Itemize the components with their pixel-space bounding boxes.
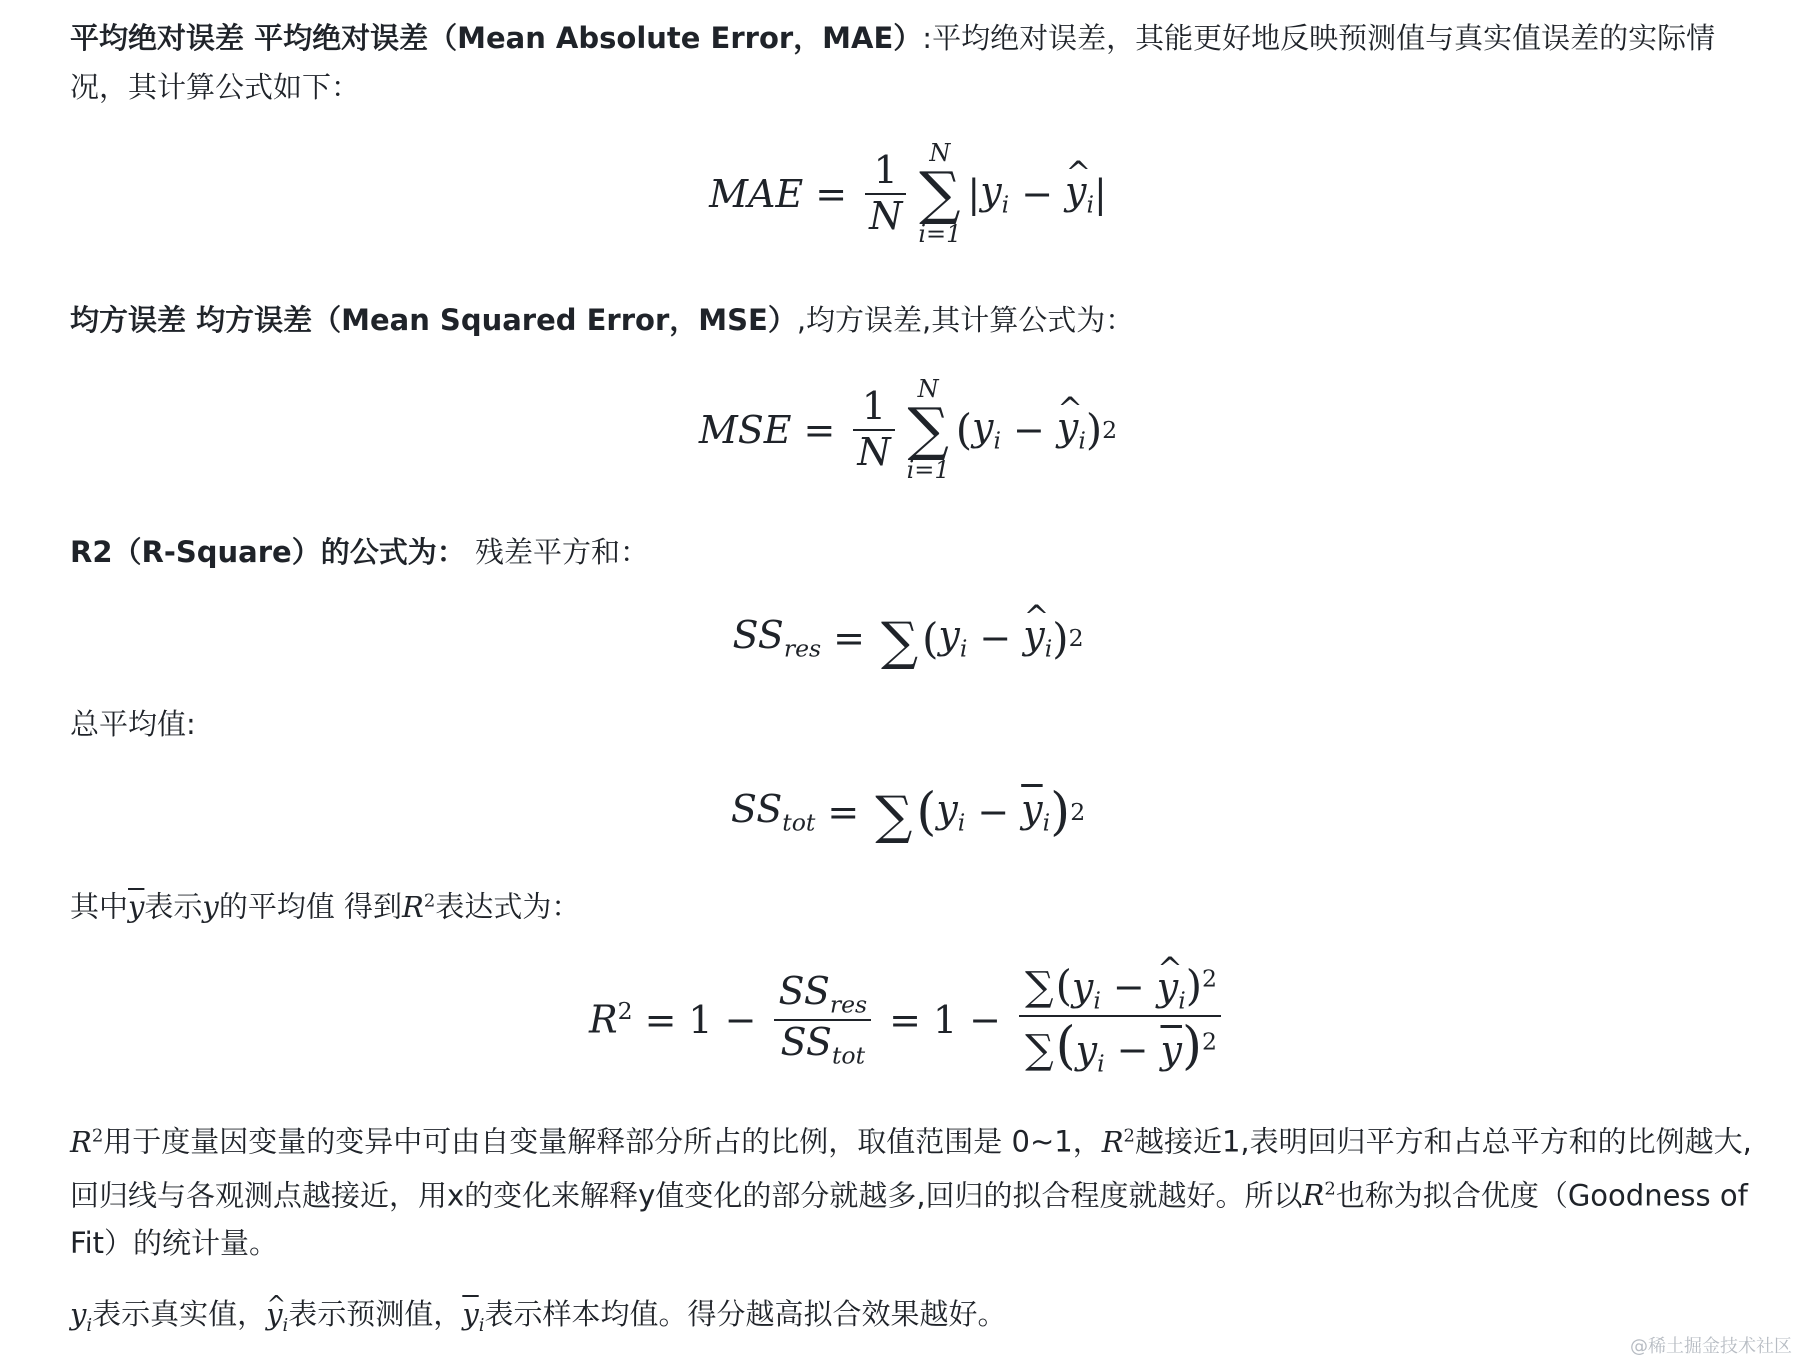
r2-heading: R2（R-Square）的公式为： (70, 535, 466, 569)
r2-formula: $R^2$ = 1 − $\frac{SS_{res}}{SS_{tot}}$ = 1 − $\frac{\sum(y_i - \^{} y_i)^2}{\sum(y_i - \overline{y})^2}$ (0, 962, 1816, 1077)
sstot-formula: $SS_{tot}$ = ∑ ( $y_i$ − $\overline{y}_i$ ) 2 (730, 782, 1086, 846)
r2-explanation: $R^2$用于度量因变量的变异中可由自变量解释部分所占的比例，取值范围是 0~1，$R^2$越接近1,表明回归平方和占总平方和的比例越大,回归线与各观测点越接近，用x的变化来解释y值变化的部分就越多,回归的拟合程度就越好。所以$R^2$也称为拟合优度（Goodness of Fit）的统计量。 (70, 1124, 1752, 1261)
watermark: @稀土掘金技术社区 (1630, 1336, 1792, 1357)
mae-description: :平均绝对误差，其能更好地反映预测值与真实值误差的实际情况，其计算公式如下： (70, 21, 1716, 104)
mae-formula: MAE = $\frac{1}{N}$ N ∑ i=1 | $y_i$ − ^ $y_i$ | (0, 140, 1816, 248)
r2-paragraph (70, 528, 1770, 577)
r2-description: 残差平方和： (474, 535, 649, 569)
sstot-label: 总平均值: (70, 707, 196, 741)
symbol-legend: $y_i$表示真实值，^ $y_i$表示预测值，$\overline{y}_i$表示样本均值。得分越高拟合效果越好。 (70, 1290, 1770, 1350)
mse-paragraph (70, 296, 1770, 345)
mse-heading: 均方误差 均方误差（Mean Squared Error，MSE） (70, 303, 797, 337)
mae-heading: 平均绝对误差 平均绝对误差（Mean Absolute Error，MAE） (70, 21, 923, 55)
mae-paragraph (70, 14, 1770, 112)
mse-description: ,均方误差,其计算公式为： (796, 303, 1135, 337)
ssres-formula: $SS_{res}$ = ∑ ( $y_i$ − ^ $y_i$ ) 2 (0, 608, 1816, 668)
ybar-sentence: 其中$\overline{y}$表示y的平均值 得到$R^2$表达式为： (70, 889, 581, 924)
mse-formula: MSE = $\frac{1}{N}$ N ∑ i=1 ( $y_i$ − ^ $y_i$ ) 2 (0, 376, 1816, 484)
